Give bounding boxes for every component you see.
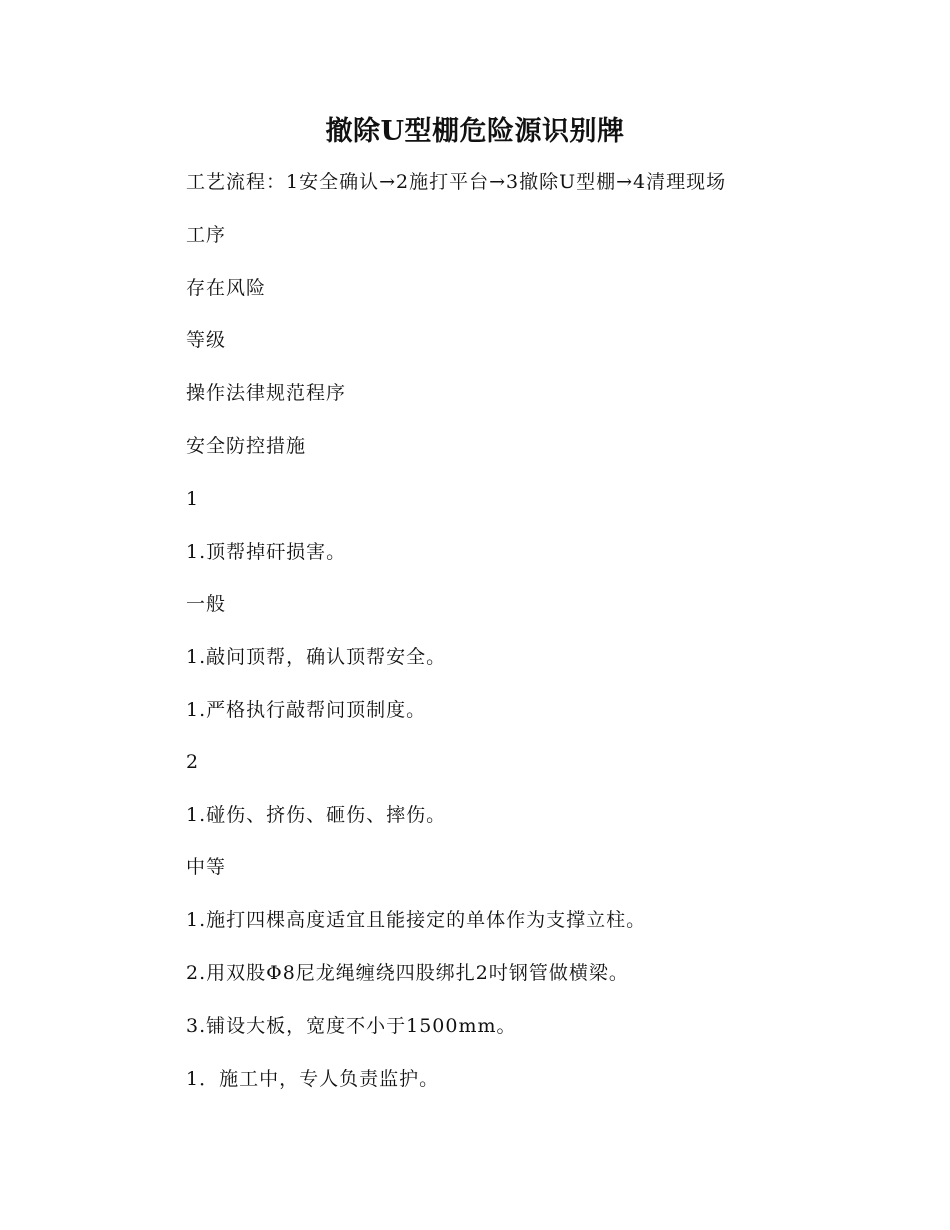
step-number: 1 xyxy=(186,488,200,510)
step-number: 2 xyxy=(186,751,200,773)
risk-item: 1.碰伤、挤伤、砸伤、摔伤。 xyxy=(186,804,447,826)
header-safety-measures: 安全防控措施 xyxy=(186,435,307,457)
header-procedure: 工序 xyxy=(186,224,227,246)
procedure-item: 2.用双股Φ8尼龙绳缠绕四股绑扎2吋钢管做横梁。 xyxy=(186,962,629,984)
risk-level: 中等 xyxy=(186,856,227,878)
header-risk: 存在风险 xyxy=(186,277,267,299)
measure-item: 1.严格执行敲帮问顶制度。 xyxy=(186,699,427,721)
header-operating-procedure: 操作法律规范程序 xyxy=(186,382,347,404)
header-level: 等级 xyxy=(186,329,227,351)
risk-item: 1.顶帮掉矸损害。 xyxy=(186,541,347,563)
procedure-item: 3.铺设大板，宽度不小于1500mm。 xyxy=(186,1015,517,1037)
measure-item: 1．施工中，专人负责监护。 xyxy=(186,1068,440,1090)
process-flow-line: 工艺流程：1安全确认→2施打平台→3撤除U型棚→4清理现场 xyxy=(186,171,727,193)
procedure-item: 1.敲问顶帮，确认顶帮安全。 xyxy=(186,646,447,668)
document-title: 撤除U型棚危险源识别牌 xyxy=(325,116,625,147)
risk-level: 一般 xyxy=(186,593,227,615)
procedure-item: 1.施打四棵高度适宜且能接定的单体作为支撑立柱。 xyxy=(186,909,647,931)
